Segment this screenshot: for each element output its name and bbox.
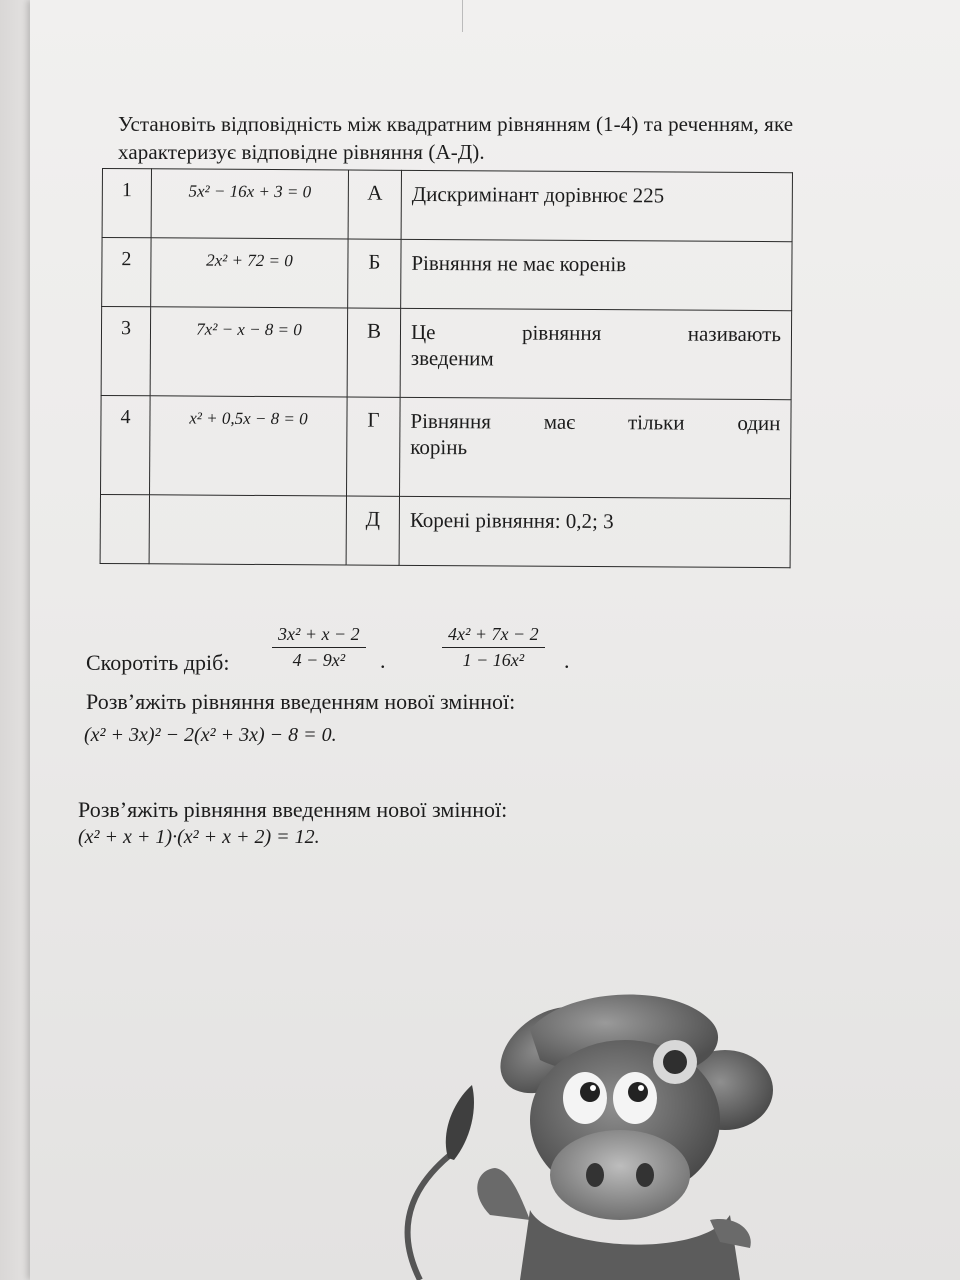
- fraction-2: [442, 624, 545, 671]
- statement-cell: [400, 308, 792, 399]
- word: має: [543, 409, 576, 434]
- period: .: [564, 648, 570, 673]
- word: один: [737, 410, 781, 436]
- matching-table: [100, 168, 793, 568]
- substitution-equation-1: (x² + 3x)² − 2(x² + 3x) − 8 = 0.: [84, 724, 337, 746]
- table-row: [102, 169, 792, 242]
- row-number: 3: [101, 307, 151, 396]
- table-row: [101, 307, 792, 400]
- word: Це: [410, 319, 436, 345]
- raised-arm: [477, 1168, 530, 1220]
- sunflower-icon: [653, 1040, 697, 1084]
- equation-cell: 5x² − 16x + 3 = 0: [151, 169, 348, 239]
- row-number: 1: [102, 169, 151, 238]
- left-nostril: [586, 1163, 604, 1187]
- fraction-denominator: 4 − 9x²: [292, 650, 346, 671]
- muzzle: [550, 1130, 690, 1220]
- fraction-numerator: 3x² + x − 2: [278, 624, 360, 644]
- statement-line: корінь: [410, 434, 468, 460]
- instruction-line-1: Установіть відповідність між квадратним рівнянням (1-4) та реченням, яке: [118, 112, 794, 136]
- equation-cell: [149, 495, 346, 565]
- tail: [408, 1155, 450, 1280]
- answer-letter: А: [348, 170, 401, 239]
- equation-cell: 7x² − x − 8 = 0: [150, 307, 348, 397]
- answer-letter: Б: [348, 239, 401, 308]
- answer-letter: Г: [347, 397, 401, 496]
- substitution-task-1-label: Розв’яжіть рівняння введенням нової змінної:: [86, 689, 516, 714]
- statement-cell: Дискримінант дорівнює 225: [401, 170, 792, 241]
- row-number: 2: [102, 238, 151, 307]
- cartoon-cow-illustration: [380, 980, 800, 1280]
- table-row: [101, 395, 792, 498]
- tail-tuft: [446, 1085, 474, 1160]
- right-nostril: [636, 1163, 654, 1187]
- left-pupil: [580, 1082, 600, 1102]
- row-number: [100, 494, 149, 563]
- row-number: 4: [101, 395, 151, 494]
- cow-body: [520, 1210, 740, 1280]
- task-label: Скоротіть дріб:: [86, 650, 230, 675]
- statement-line: [411, 319, 781, 347]
- page-edge-line: [462, 0, 463, 32]
- fraction-denominator: 1 − 16x²: [462, 650, 525, 671]
- period: .: [380, 648, 386, 673]
- word: називають: [687, 321, 782, 347]
- table-row: [100, 494, 790, 567]
- reduce-fraction-task: [86, 622, 786, 692]
- statement-cell: [399, 397, 791, 498]
- substitution-equation-2: (x² + x + 1)·(x² + x + 2) = 12.: [78, 826, 320, 848]
- right-pupil: [628, 1082, 648, 1102]
- eye-shine: [590, 1085, 596, 1091]
- table-row: [102, 238, 792, 311]
- statement-cell: Рівняння не має коренів: [401, 239, 792, 310]
- answer-letter: Д: [346, 496, 399, 565]
- word: рівняння: [521, 320, 602, 346]
- instruction-line-2: характеризує відповідне рівняння (А-Д).: [118, 140, 485, 164]
- substitution-task-2-label: Розв’яжіть рівняння введенням нової змінної:: [78, 797, 508, 822]
- fraction-numerator: 4x² + 7x − 2: [448, 624, 539, 644]
- word: Рівняння: [410, 408, 492, 434]
- statement-cell: Корені рівняння: 0,2; 3: [399, 496, 790, 567]
- word: тільки: [627, 410, 685, 435]
- statement-line: зведеним: [410, 345, 494, 371]
- equation-cell: 2x² + 72 = 0: [151, 238, 348, 308]
- eye-shine: [638, 1085, 644, 1091]
- matching-instruction: [118, 110, 960, 166]
- statement-line: [410, 408, 780, 436]
- fraction-1: [272, 624, 366, 671]
- answer-letter: В: [347, 308, 401, 397]
- equation-cell: x² + 0,5x − 8 = 0: [150, 396, 348, 496]
